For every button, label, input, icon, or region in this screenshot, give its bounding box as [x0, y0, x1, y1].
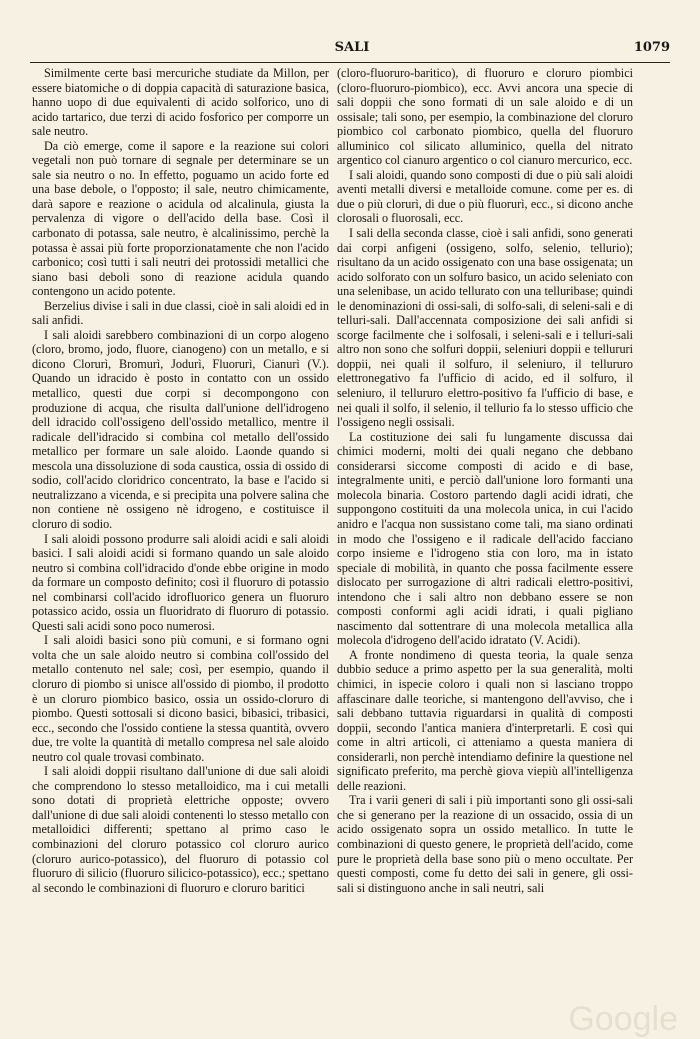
paragraph: I sali aloidi possono produrre sali aloidi acidi e sali aloidi basici. I sali aloidi acidi si formano quando un sale aloido neutro si combina coll'idracido d'onde ebbe origine in modo da formare un composto definito; così il fluoruro di potassio nel combinarsi coll'acido idrofluorico genera un fluoruro potassico acido, ossia un fluoridrato di fluoruro di potassio. Questi sali acidi sono poco numerosi.	[32, 531, 329, 633]
running-header	[34, 40, 670, 58]
paragraph: Berzelius divise i sali in due classi, cioè in sali aloidi ed in sali anfidi.	[32, 298, 329, 328]
paragraph: Tra i varii generi di sali i più importanti sono gli ossi-sali che si generano per la reazione di un ossacido, ossia di un acido ossigenato sopra un ossido metallico. In tutte le combinazioni di questo genere, le proprietà dell'acido, come pure le proprietà della base sono più o meno occultate. Per questi composti, come fu detto dei sali in genere, gli ossi-sali si distinguono anche in sali neutri, sali	[337, 793, 633, 895]
paragraph: I sali aloidi, quando sono composti di due o più sali aloidi aventi metalli diversi e metalloide comune. come per es. di due o più clorurì, di due o più fluorurì, ecc., si dicono anche clorosali o fluorosali, ecc.	[337, 167, 633, 226]
paragraph: I sali aloidi doppii risultano dall'unione di due sali aloidi che comprendono lo stesso metalloidico, ma i cui metalli sono dotati di proprietà elettriche opposte; ovvero dall'unione di due sali aloidi contenenti lo stesso metallo con metalloidici differenti; spettano al primo caso le combinazioni del cloruro potassico col cloruro aurico (cloruro aurico-potassico), del fluoruro di potassio col fluoruro di silicio (fluoruro silicico-potassico), ecc.; spettano al secondo le combinazioni di fluoruro e cloruro baritici	[32, 764, 329, 895]
left-column	[32, 66, 329, 895]
page-title: SALI	[334, 40, 370, 55]
page-number: 1079	[633, 40, 670, 55]
paragraph: (cloro-fluoruro-baritico), di fluoruro e cloruro piombici (cloro-fluoruro-piombico), ecc. Avvi ancora una specie di sali doppii che sono formati di un sale aloido e di un ossisale; tali sono, per esempio, la combinazione del cloruro piombico col carbonato piombico, quella del fluoruro alluminico col silicato alluminico, quella del nitrato argentico col cianuro argentico o col cianuro mercurico, ecc.	[337, 66, 633, 168]
watermark: Google	[568, 1000, 678, 1038]
paragraph: A fronte nondimeno di questa teoria, la quale senza dubbio seduce a primo aspetto per la sua generalità, molti chimici, in ispecie coloro i quali non si lasciano troppo affascinare dalle teoriche, si mantengono dell'avviso, che i sali debbano tuttavia riguardarsi in qualità di composti doppii, secondo l'antica maniera d'interpretarli. E così qui come in altri articoli, ci atteniamo a questa maniera di considerarli, non perchè intendiamo definire la questione nel significato preferito, ma perchè giova viepiù all'intelligenza delle reazioni.	[337, 647, 633, 793]
paragraph: La costituzione dei sali fu lungamente discussa dai chimici moderni, molti dei quali negano che debbano considerarsi siccome composti di acido e di base, integralmente uniti, e perciò dall'unione loro formanti una molecola binaria. Costoro partendo dagli acidi idrati, che suppongono costituiti da una molecola unica, in cui l'acido anidro e l'acqua non sussistano come tali, ma siano ordinati in modo che l'ossigeno e il radicale dell'acido facciano corpo insieme e l'idrogeno stia con loro, ma in istato speciale di mobilità, in quanto che possa facilmente essere dislocato per surrogazione di altri radicali elettro-positivi, intendono che i sali altro non debbano essere se non composti conformi agli acidi idrati, i quali pigliano nascimento dal sottentrare di una molecola metallica alla molecola d'idrogeno dell'acido idratato (V. Acidi).	[337, 429, 633, 648]
paragraph: I sali della seconda classe, cioè i sali anfidi, sono generati dai corpi anfigeni (ossigeno, solfo, selenio, tellurio); risultano da un acido ossigenato con una base ossigenata; un acido solforato con un solfuro basico, un acido seleniato con una selenibase, un acido tellurato con una telluribase; quindi le denominazioni di ossi-sali, di solfo-sali, di seleni-sali e di telluri-sali. Dall'accennata composizione dei sali anfidi si scorge facilmente che i solfosali, i seleni-sali e i telluri-sali altro non sono che solfuri doppii, seleniuri doppii e tellururi doppii, nei quali il solfuro, il seleniuro, il tellururo elettronegativo fa l'ufficio di acido, ed il solfuro, il seleniuro, il tellururo elettro-positivo fa l'ufficio di base, e nei quali il solfo, il selenio, il tellurio fa lo stesso ufficio che l'ossigeno negli ossisali.	[337, 226, 633, 430]
paragraph: I sali aloidi basici sono più comuni, e si formano ogni volta che un sale aloido neutro si combina coll'ossido del metallo contenuto nel sale; così, per esempio, quando il cloruro di piombo si unisce all'ossido di piombo, il prodotto è un cloruro piombico basico, ossia un ossido-cloruro di piombo. Questi sottosali si dicono basici, bibasici, tribasici, ecc., secondo che l'ossido contiene la stessa quantità, ovvero due, tre volte la quantità di metallo compresa nel sale aloido neutro col quale trovasi combinato.	[32, 633, 329, 764]
right-column	[337, 66, 633, 895]
paragraph: Da ciò emerge, come il sapore e la reazione sui colori vegetali non può tornare di segnale per determinare se un sale sia neutro o no. In effetto, poguamo un acido forte ed una base debole, o l'opposto; il sale, neutro chimicamente, darà sapore e reazione o acidula od alcalinula, giusta la pervalenza di vigore o dell'acido della base. Così il carbonato di potassa, sale neutro, è alcalinissimo, perchè la potassa è assai più forte proporzionatamente che non l'acido carbonico; così tutti i sali neutri dei protossidi metallici che siano basi deboli sono di reazione acidula quando contengono un acido potente.	[32, 138, 329, 299]
paragraph: I sali aloidi sarebbero combinazioni di un corpo alogeno (cloro, bromo, jodo, fluore, cianogeno) con un metallo, e si dicono Clorurì, Bromurì, Jodurì, Fluorurì, Cianurì (V.). Quando un idracido è posto in contatto con un ossido metallico, questi due corpi si decompongono con produzione di acqua, che risulta dall'unione dell'idrogeno dell idracido coll'ossigeno dell'ossido metallico, mentre il radicale dell'idracido si combina col metallo dell'ossido metallico per formare un sale aloido. Laonde quando si mescola una dissoluzione di soda caustica, ossia di ossido di sodio, coll'acido cloridrico concentrato, la base e l'acido si neutralizzano a vicenda, e si precipita una polvere salina che non contiene nè ossigeno nè idrogeno, e costituisce il cloruro di sodio.	[32, 327, 329, 531]
paragraph: Similmente certe basi mercuriche studiate da Millon, per essere biatomiche o di doppia capacità di saturazione basica, hanno uopo di due equivalenti di acido solforico, uno di acido tartarico, due terzi di acido fosforico per comporre un sale neutro.	[32, 66, 329, 139]
header-rule	[30, 62, 670, 63]
